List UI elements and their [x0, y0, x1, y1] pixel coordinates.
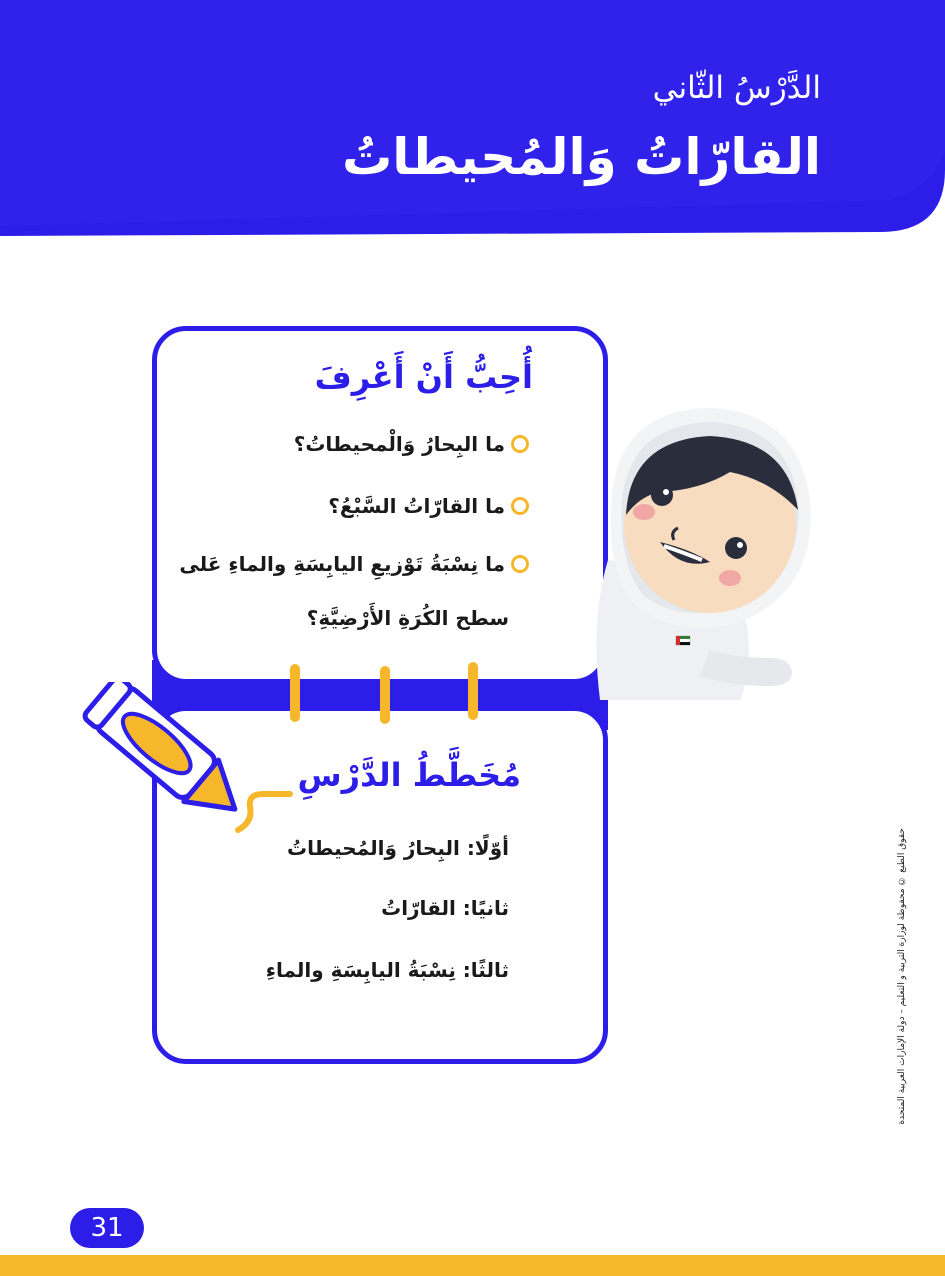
question-continuation: سطح الكُرَةِ الأَرْضِيَّةِ؟	[306, 606, 509, 630]
learn-heading: أُحِبُّ أَنْ أَعْرِفَ	[314, 358, 533, 396]
question-item	[179, 552, 529, 576]
footer-bar	[0, 1255, 945, 1276]
ring-bullet-icon	[511, 555, 529, 573]
astronaut-illustration	[560, 400, 820, 720]
question-text: ما البِحارُ وَالْمحيطاتُ؟	[293, 432, 505, 456]
page-number: 31	[70, 1208, 144, 1248]
question-text: ما نِسْبَةُ تَوْزيعِ اليابِسَةِ والماءِ عَلى	[179, 552, 505, 576]
outline-item: ثالثًا: نِسْبَةُ اليابِسَةِ والماءِ	[265, 958, 509, 982]
question-item	[294, 432, 529, 456]
binding-ring	[380, 666, 390, 724]
copyright-note: حقوق الطبع © محفوظة لوزارة التربية و التعليم – دولة الإمارات العربية المتحدة	[897, 828, 907, 1125]
lesson-header	[0, 0, 945, 236]
ring-bullet-icon	[511, 497, 529, 515]
ring-bullet-icon	[511, 435, 529, 453]
outline-heading: مُخَطَّطُ الدَّرْسِ	[297, 756, 521, 794]
question-item	[328, 494, 529, 518]
crayon-icon	[78, 682, 293, 842]
outline-item: أوّلًا: البِحارُ وَالمُحيطاتُ	[287, 836, 509, 860]
lesson-title: القارّاتُ وَالمُحيطاتُ	[342, 128, 821, 186]
binding-ring	[468, 662, 478, 720]
header-background	[0, 0, 945, 236]
question-text: ما القارّاتُ السَّبْعُ؟	[328, 494, 505, 518]
outline-item: ثانيًا: القارّاتُ	[381, 896, 509, 920]
lesson-number: الدَّرْسُ الثّاني	[652, 70, 821, 106]
